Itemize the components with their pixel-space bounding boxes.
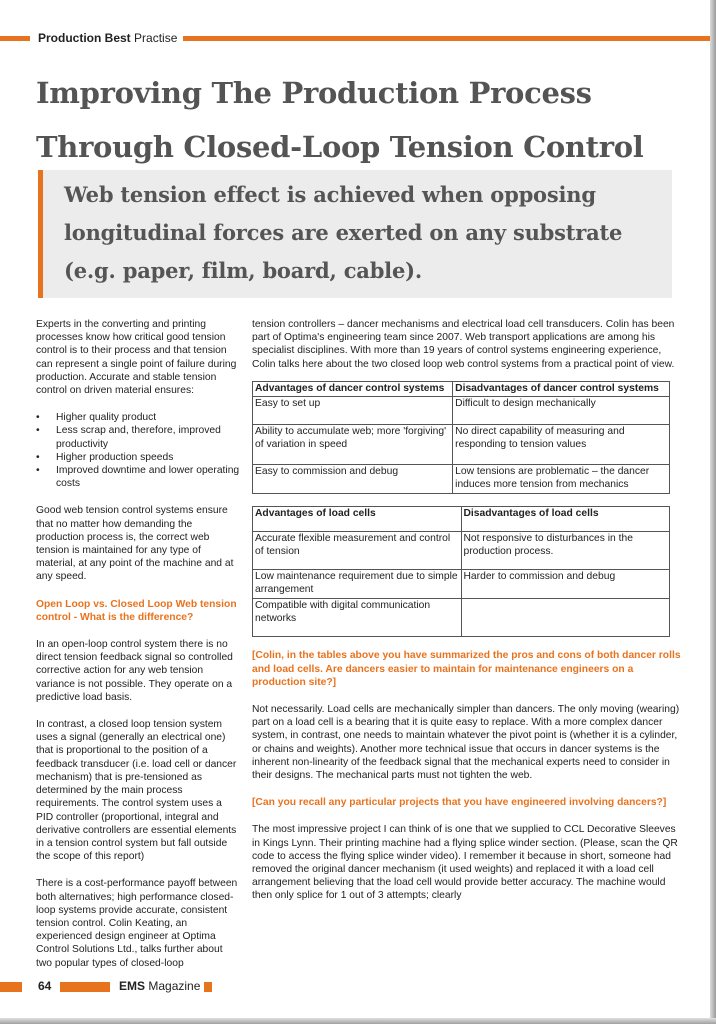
interview-answer-2: The most impressive project I can think of is one that we supplied to CCL Decorative Sleeves in Kings Lynn. Their printing machine had a flying splice winder section. (Please, scan the QR code to access the flying splice winder video). I remember it because in short, someone had removed the original dancer mechanism (it used weights) and replaced it with a load cell arrangement believing that the load cell would provide better accuracy. The machine would then only splice for 1 out of 3 attempts; clearly [252,824,678,902]
load-cell-table [252,506,670,637]
table-cell: Difficult to design mechanically [453,397,670,425]
magazine-name [119,979,200,993]
table-cell: Low maintenance requirement due to simple arrangement [253,570,462,599]
table-cell: No direct capability of measuring and responding to tension values [453,425,670,465]
table-row [253,570,670,599]
table-cell: Harder to commission and debug [461,570,670,599]
table-header-cell: Advantages of load cells [253,507,462,532]
pull-quote-box [38,170,672,298]
pull-quote-accent-bar [38,170,43,298]
left-para-2: Good web tension control systems ensure that no matter how demanding the production process is, the correct web tension is maintained for any type of material, at any point of the machine and at any speed. [36,505,234,583]
magazine-name-light: Magazine [148,979,201,993]
article-title: Improving The Production Process Through Closed-Loop Tension Control [36,76,644,164]
table-cell: Easy to commission and debug [253,465,453,494]
right-intro: tension controllers – dancer mechanisms and electrical load cell transducers. Colin has been part of Optima's engineering team since 2007. Web transport applications are among his specialist disciplines. With more than 19 years of control systems engineering experience, Colin talks here about the two closed loop web control systems from a practical point of view. [252,319,675,370]
section-label-light: Practise [134,31,178,45]
table-row [253,532,670,570]
table-row [253,465,670,494]
table-cell: Not responsive to disturbances in the production process. [461,532,670,570]
table-row [253,397,670,425]
benefit-item: • Improved downtime and lower operating costs [36,464,241,490]
table-cell: Low tensions are problematic – the dancer induces more tension from mechanics [453,465,670,494]
benefit-item: • Higher production speeds [36,451,241,464]
table-cell [461,599,670,637]
footer-accent-right [204,982,212,992]
right-column [252,318,682,917]
table-cell: Ability to accumulate web; more 'forgiving' of variation in speed [253,425,453,465]
page-number: 64 [38,979,52,993]
left-para-4: In contrast, a closed loop tension system uses a signal (generally an electrical one) that is proportional to the position of a feedback transducer (i.e. load cell or dancer mechanism) that is pre-tensioned as determined by the main process requirements. The control system uses a PID controller (proportional, integral and derivative controllers are essential elements in a tension control system but fall outside the scope of this report) [36,719,237,863]
section-label [38,30,183,46]
header-accent-rule [180,36,710,41]
header-accent-left [0,36,30,41]
interview-answer-1: Not necessarily. Load cells are mechanically simpler than dancers. The only moving (wearing) part on a load cell is a bearing that it is quite easy to replace. With a more complex dancer system, in contrast, one needs to maintain whatever the pivot point is (whether it is a cylinder, or chains and weights). Another more technical issue that occurs in dancer systems is the inherent non-linearity of the feedback signal that the mechanical experts need to consider in their designs. The mechanical parts must not tighten the web. [252,703,680,781]
benefit-item: • Higher quality product [36,411,241,424]
interview-question-1: [Colin, in the tables above you have summarized the pros and cons of both dancer rolls and load cells. Are dancers easier to maintain for maintenance engineers on a production site?] [252,650,681,688]
page-bottom-shadow [0,1018,716,1024]
left-para-3: In an open-loop control system there is no direct tension feedback signal so controlled corrective action for any web tension variance is not possible. They operate on a predictive load basis. [36,639,233,703]
benefit-item: • Less scrap and, therefore, improved productivity [36,424,241,450]
benefits-list [36,411,241,490]
table-cell: Compatible with digital communication networks [253,599,462,637]
footer-accent-left [0,982,22,992]
table-cell: Easy to set up [253,397,453,425]
table-header-cell: Disadvantages of dancer control systems [453,381,670,397]
table-header-row [253,507,670,532]
left-subheading: Open Loop vs. Closed Loop Web tension control - What is the difference? [36,598,237,623]
table-cell: Accurate flexible measurement and control of tension [253,532,462,570]
pull-quote-text: Web tension effect is achieved when opposing longitudinal forces are exerted on any substrate (e.g. paper, film, board, cable). [64,182,623,283]
left-intro: Experts in the converting and printing processes know how critical good tension control is to their process and that tension can represent a single point of failure during production. Accurate and stable tension control on driven material ensures: [36,319,237,397]
magazine-name-bold: EMS [119,979,146,993]
table-header-cell: Disadvantages of load cells [461,507,670,532]
footer-accent-middle [60,982,110,992]
table-header-row [253,381,670,397]
table-row [253,599,670,637]
interview-question-2: [Can you recall any particular projects that you have engineered involving dancers?] [252,797,667,809]
table-row [253,425,670,465]
dancer-table [252,381,670,495]
page-edge-shadow [710,0,716,1024]
left-column [36,318,241,984]
left-para-5: There is a cost-performance payoff between both alternatives; high performance closed-loop systems provide accurate, consistent tension control. Colin Keating, an experienced design engineer at Optima Control Solutions Ltd., talks further about two popular types of closed-loop [36,878,238,969]
table-header-cell: Advantages of dancer control systems [253,381,453,397]
section-label-bold: Production Best [38,31,131,45]
